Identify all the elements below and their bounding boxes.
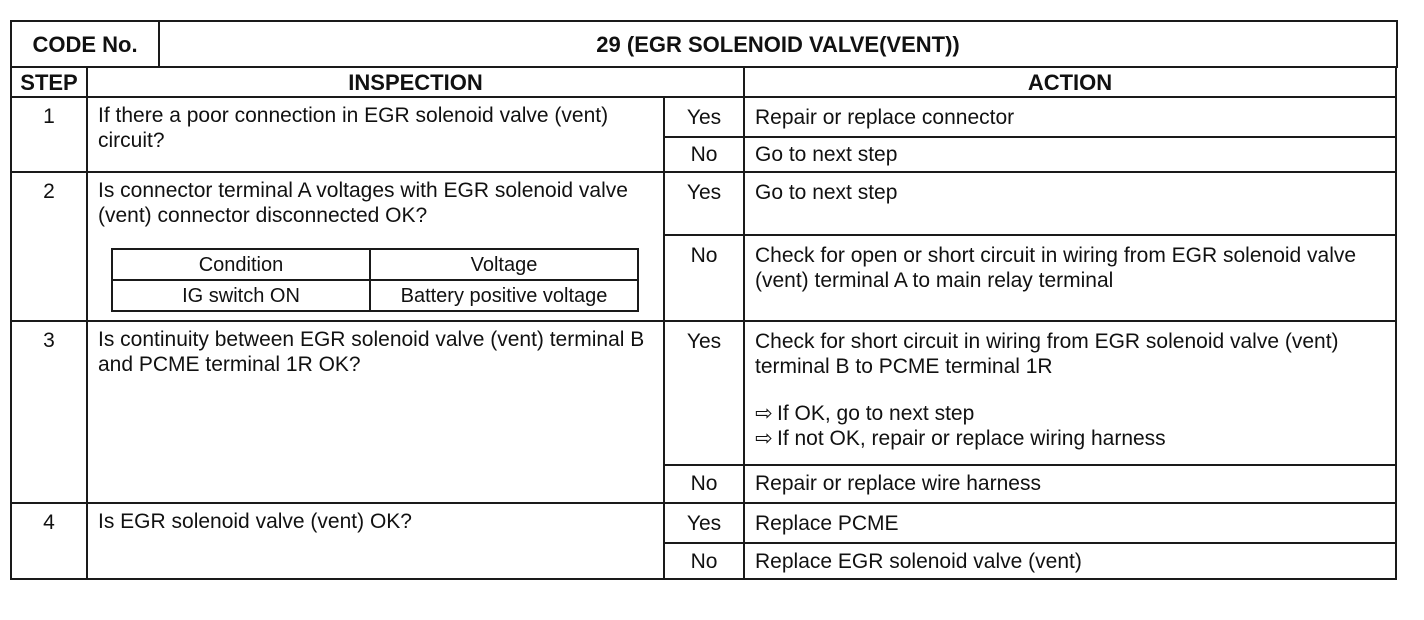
step-3-bullet-1-text: If OK, go to next step <box>777 402 975 425</box>
step-4-number: 4 <box>11 503 87 579</box>
condition-header: Condition <box>112 249 370 280</box>
step-4-yes-row <box>11 503 1396 543</box>
step-2-inspection: Is connector terminal A voltages with EGR solenoid valve (vent) connector disconnected OK? <box>98 179 628 227</box>
step-3-bullet-2-text: If not OK, repair or replace wiring harness <box>777 427 1166 450</box>
column-header-row <box>11 67 1396 97</box>
step-1-no-action: Go to next step <box>744 137 1396 172</box>
step-1-yes-action: Repair or replace connector <box>744 97 1396 137</box>
step-3-no-action: Repair or replace wire harness <box>744 465 1396 503</box>
code-label: CODE No. <box>11 21 159 67</box>
code-row <box>11 21 1397 67</box>
step-3-bullet-1 <box>755 401 1385 426</box>
steps-table <box>10 66 1397 580</box>
arrow-right-icon: ⇨ <box>755 427 773 450</box>
step-4-inspection: Is EGR solenoid valve (vent) OK? <box>87 503 664 579</box>
step-column-header: STEP <box>11 67 87 97</box>
step-3-inspection: Is continuity between EGR solenoid valve (vent) terminal B and PCME terminal 1R OK? <box>87 321 664 503</box>
code-title: 29 (EGR SOLENOID VALVE(VENT)) <box>159 21 1397 67</box>
step-1-inspection: If there a poor connection in EGR solenoid valve (vent) circuit? <box>87 97 664 172</box>
step-1-yes-row <box>11 97 1396 137</box>
step-3-yes-label: Yes <box>664 321 744 465</box>
step-4-yes-label: Yes <box>664 503 744 543</box>
voltage-value: Battery positive voltage <box>370 280 638 311</box>
step-4-yes-action: Replace PCME <box>744 503 1396 543</box>
step-3-bullet-2 <box>755 426 1385 451</box>
step-3-yes-row <box>11 321 1396 465</box>
action-column-header: ACTION <box>744 67 1396 97</box>
step-4-no-action: Replace EGR solenoid valve (vent) <box>744 543 1396 579</box>
step-2-yes-label: Yes <box>664 172 744 235</box>
condition-value: IG switch ON <box>112 280 370 311</box>
arrow-right-icon: ⇨ <box>755 402 773 425</box>
step-3-yes-action: Check for short circuit in wiring from EGR solenoid valve (vent) terminal B to PCME terminal 1R <box>755 330 1339 378</box>
step-1-number: 1 <box>11 97 87 172</box>
diagnostic-sheet <box>10 20 1395 580</box>
step-2-no-action: Check for open or short circuit in wiring from EGR solenoid valve (vent) terminal A to main relay terminal <box>744 235 1396 321</box>
step-3-yes-action-cell <box>744 321 1396 465</box>
step-2-condition-table <box>111 248 639 312</box>
inspection-column-header: INSPECTION <box>87 67 744 97</box>
step-2-number: 2 <box>11 172 87 321</box>
step-2-yes-action: Go to next step <box>744 172 1396 235</box>
step-3-no-label: No <box>664 465 744 503</box>
step-1-yes-label: Yes <box>664 97 744 137</box>
step-2-yes-row <box>11 172 1396 235</box>
step-2-inspection-cell <box>87 172 664 321</box>
step-1-no-label: No <box>664 137 744 172</box>
step-3-number: 3 <box>11 321 87 503</box>
voltage-header: Voltage <box>370 249 638 280</box>
diagnostic-table <box>10 20 1398 68</box>
step-2-no-label: No <box>664 235 744 321</box>
step-4-no-label: No <box>664 543 744 579</box>
